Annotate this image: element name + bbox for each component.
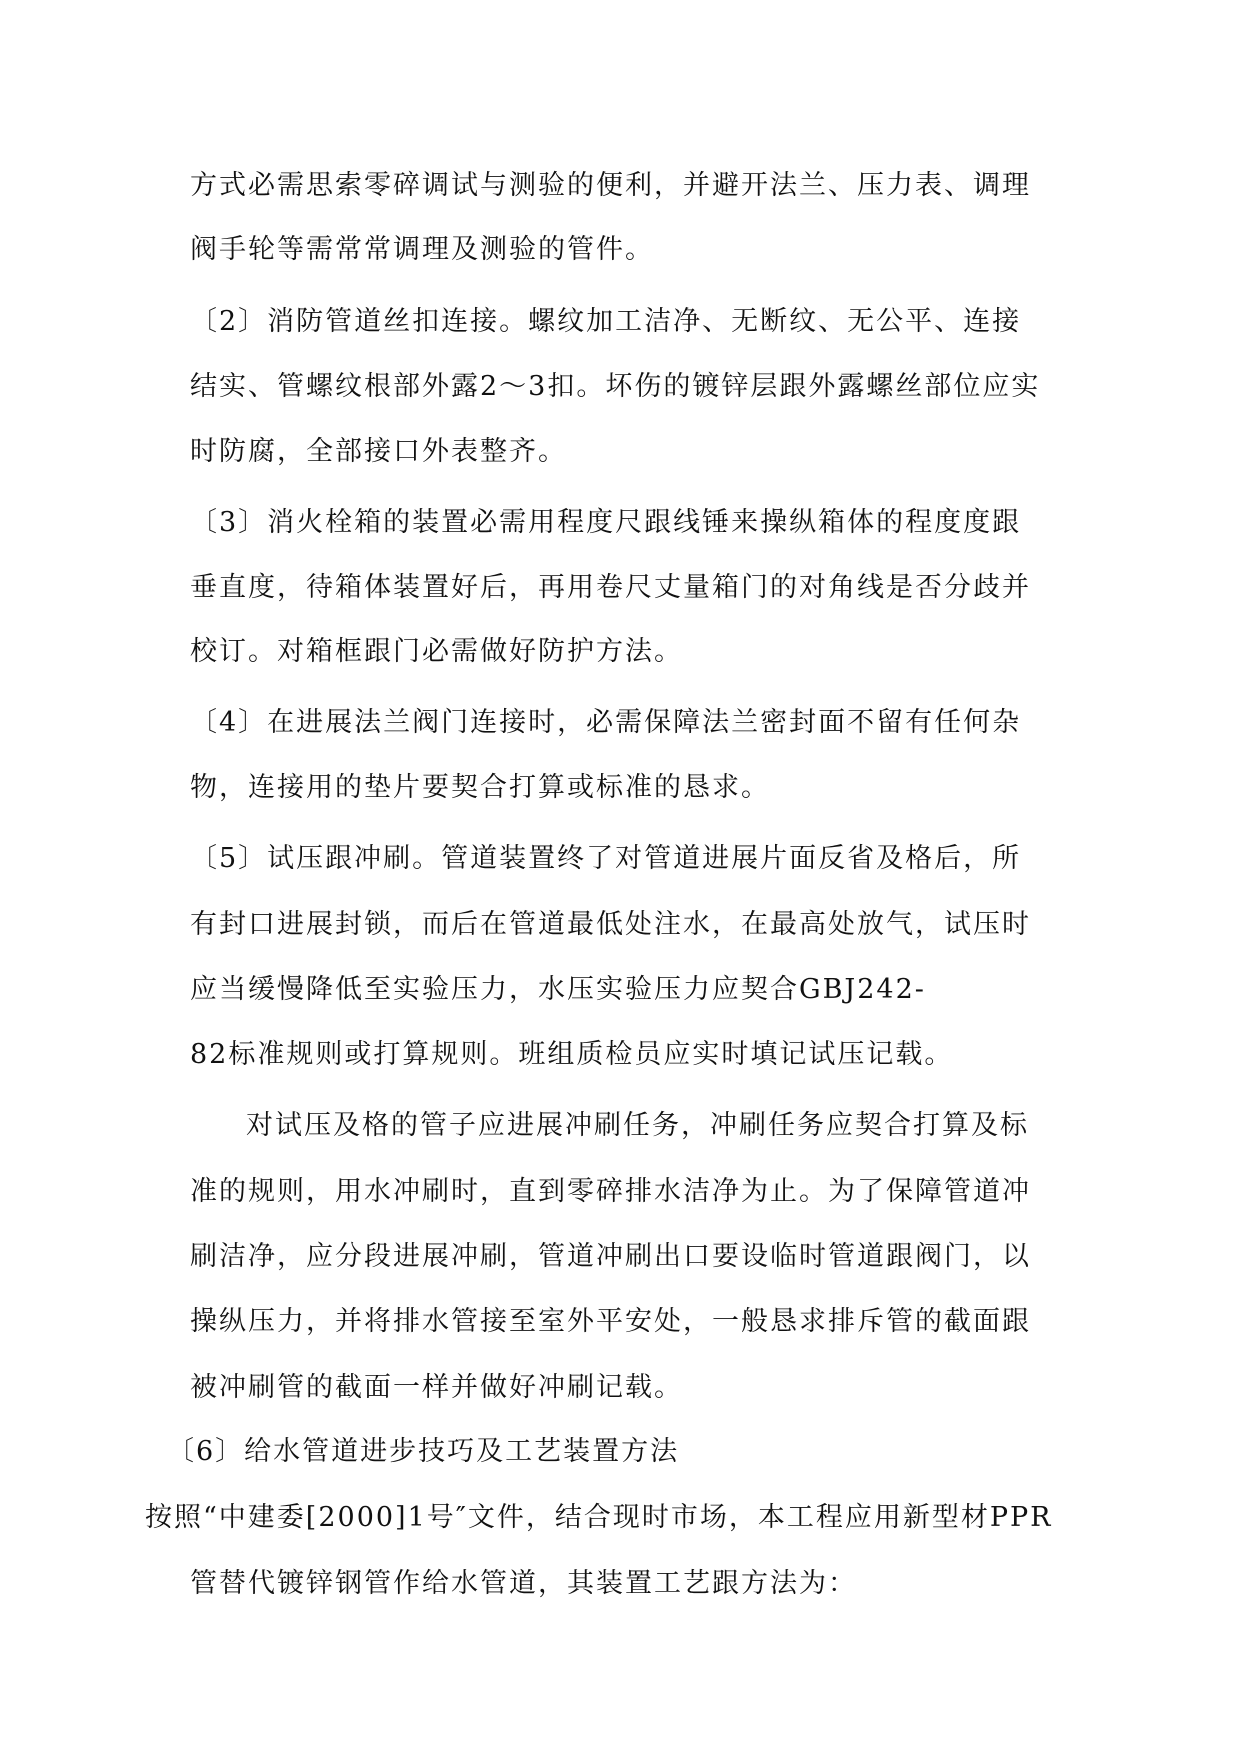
text-line: 82标准规则或打算规则。班组质检员应实时填记试压记载。 (190, 1039, 954, 1070)
text-line: 阀手轮等需常常调理及测验的管件。 (190, 234, 654, 265)
text-line: 垂直度，待箱体装置好后，再用卷尺丈量箱门的对角线是否分歧并 (190, 572, 1031, 603)
text-line: 准的规则，用水冲刷时，直到零碎排水洁净为止。为了保障管道冲 (190, 1176, 1031, 1207)
text-line: 对试压及格的管子应进展冲刷任务，冲刷任务应契合打算及标 (246, 1110, 1029, 1141)
text-line: 时防腐，全部接口外表整齐。 (190, 436, 567, 467)
text-line: 校订。对箱框跟门必需做好防护方法。 (190, 636, 683, 667)
text-line: 〔2〕消防管道丝扣连接。螺纹加工洁净、无断纹、无公平、连接 (190, 306, 1022, 337)
text-line: 〔3〕消火栓箱的装置必需用程度尺跟线锤来操纵箱体的程度度跟 (190, 507, 1022, 538)
text-line: 有封口进展封锁，而后在管道最低处注水，在最高处放气，试压时 (190, 909, 1031, 940)
text-line: 应当缓慢降低至实验压力，水压实验压力应契合GBJ242- (190, 974, 926, 1005)
text-line: 按照“中建委[2000]1号″文件，结合现时市场，本工程应用新型材PPR (145, 1502, 1053, 1533)
section-heading: 〔6〕给水管道进步技巧及工艺装置方法 (167, 1436, 680, 1467)
text-line: 物，连接用的垫片要契合打算或标准的恳求。 (190, 772, 770, 803)
text-line: 〔5〕试压跟冲刷。管道装置终了对管道进展片面反省及格后，所 (190, 843, 1022, 874)
text-line: 刷洁净，应分段进展冲刷，管道冲刷出口要设临时管道跟阀门，以 (190, 1241, 1031, 1272)
text-line: 管替代镀锌钢管作给水管道，其装置工艺跟方法为： (190, 1568, 857, 1599)
text-line: 操纵压力，并将排水管接至室外平安处，一般恳求排斥管的截面跟 (190, 1306, 1031, 1337)
text-line: 结实、管螺纹根部外露2～3扣。坏伤的镀锌层跟外露螺丝部位应实 (190, 371, 1041, 402)
text-line: 被冲刷管的截面一样并做好冲刷记载。 (190, 1372, 683, 1403)
text-line: 方式必需思索零碎调试与测验的便利，并避开法兰、压力表、调理 (190, 170, 1031, 201)
text-line: 〔4〕在进展法兰阀门连接时，必需保障法兰密封面不留有任何杂 (190, 707, 1022, 738)
